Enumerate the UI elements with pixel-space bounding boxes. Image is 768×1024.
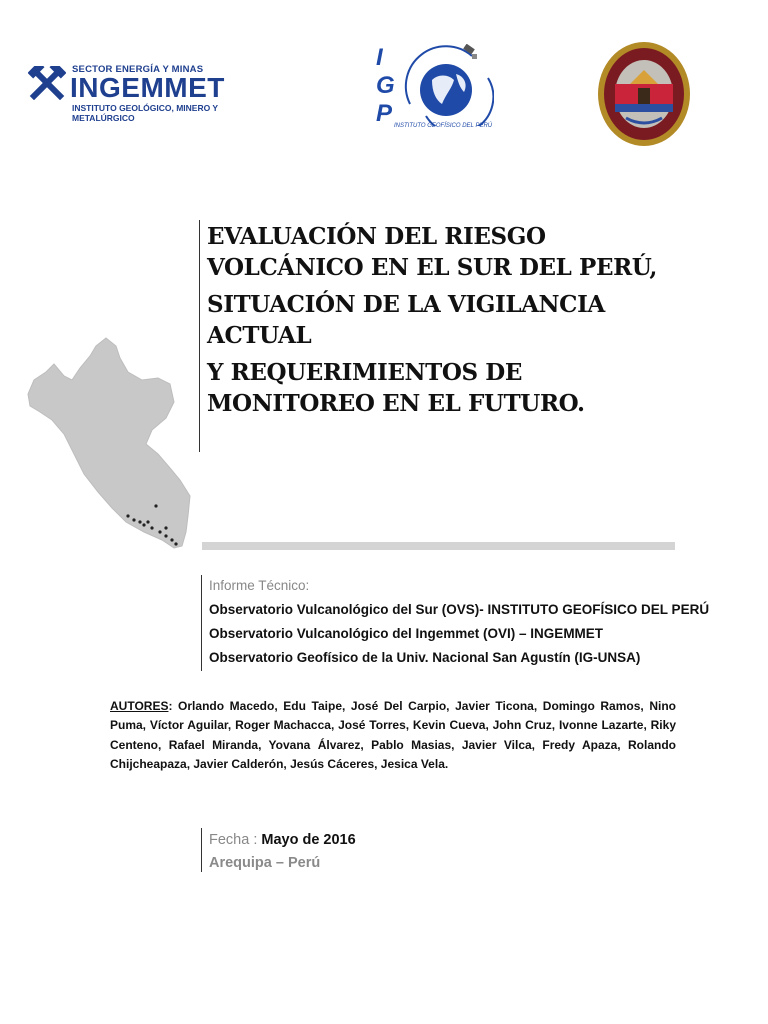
section-divider-bar <box>202 542 675 550</box>
technical-report-block <box>209 574 749 670</box>
title-line-2: SITUACIÓN DE LA VIGILANCIA ACTUAL <box>207 291 605 349</box>
document-title <box>207 221 687 425</box>
igp-letter-g: G <box>376 72 395 99</box>
ingemmet-logo <box>28 62 280 123</box>
ingemmet-subtitle: INSTITUTO GEOLÓGICO, MINERO Y METALÚRGICO <box>72 103 218 123</box>
ingemmet-name: INGEMMET <box>70 72 225 103</box>
title-line-3: Y REQUERIMIENTOS DE MONITOREO EN EL FUTURO. <box>207 359 585 417</box>
authors-paragraph <box>110 697 676 775</box>
date-label: Fecha : <box>209 832 258 848</box>
date-divider <box>201 828 202 872</box>
peru-map-icon <box>24 336 196 550</box>
crossed-hammers-icon <box>28 66 66 100</box>
igp-letter-i: I <box>376 44 383 71</box>
igp-logo <box>376 44 494 136</box>
title-line-1: EVALUACIÓN DEL RIESGO VOLCÁNICO EN EL SUR DEL PERÚ, <box>207 223 657 281</box>
unsa-seal-logo <box>596 40 692 148</box>
igp-letters <box>376 44 398 128</box>
place-text: Arequipa – Perú <box>209 855 321 871</box>
report-divider <box>201 575 202 671</box>
authors-label: AUTORES <box>110 699 169 713</box>
igp-subtitle: INSTITUTO GEOFÍSICO DEL PERÚ <box>394 123 493 129</box>
report-line-2: Observatorio Vulcanológico del Ingemmet (OVI) – INGEMMET <box>209 626 604 641</box>
authors-names: : Orlando Macedo, Edu Taipe, José Del Carpio, Javier Ticona, Domingo Ramos, Nino Puma, Víctor Aguilar, Roger Machacca, José Torres, Kevin Cueva, John Cruz, Ivonne Lazarte, Riky Centeno, Rafael Miranda, Yovana Álvarez, Pablo Masias, Javier Vilca, Fredy Apaza, Rolando Chijcheapaza, Javier Calderón, Jesús Cáceres, Jesica Vela. <box>110 699 676 772</box>
date-value: Mayo de 2016 <box>261 832 356 848</box>
igp-letter-p: P <box>376 100 393 127</box>
report-line-3: Observatorio Geofísico de la Univ. Nacional San Agustín (IG-UNSA) <box>209 650 641 665</box>
ingemmet-sector-text: SECTOR ENERGÍA Y MINAS <box>72 64 204 75</box>
globe-satellite-icon <box>402 44 494 126</box>
report-label: Informe Técnico: <box>209 578 310 593</box>
date-block <box>209 829 356 875</box>
report-line-1: Observatorio Vulcanológico del Sur (OVS)- INSTITUTO GEOFÍSICO DEL PERÚ <box>209 602 710 617</box>
title-divider <box>199 220 200 452</box>
university-seal-icon <box>596 40 692 148</box>
